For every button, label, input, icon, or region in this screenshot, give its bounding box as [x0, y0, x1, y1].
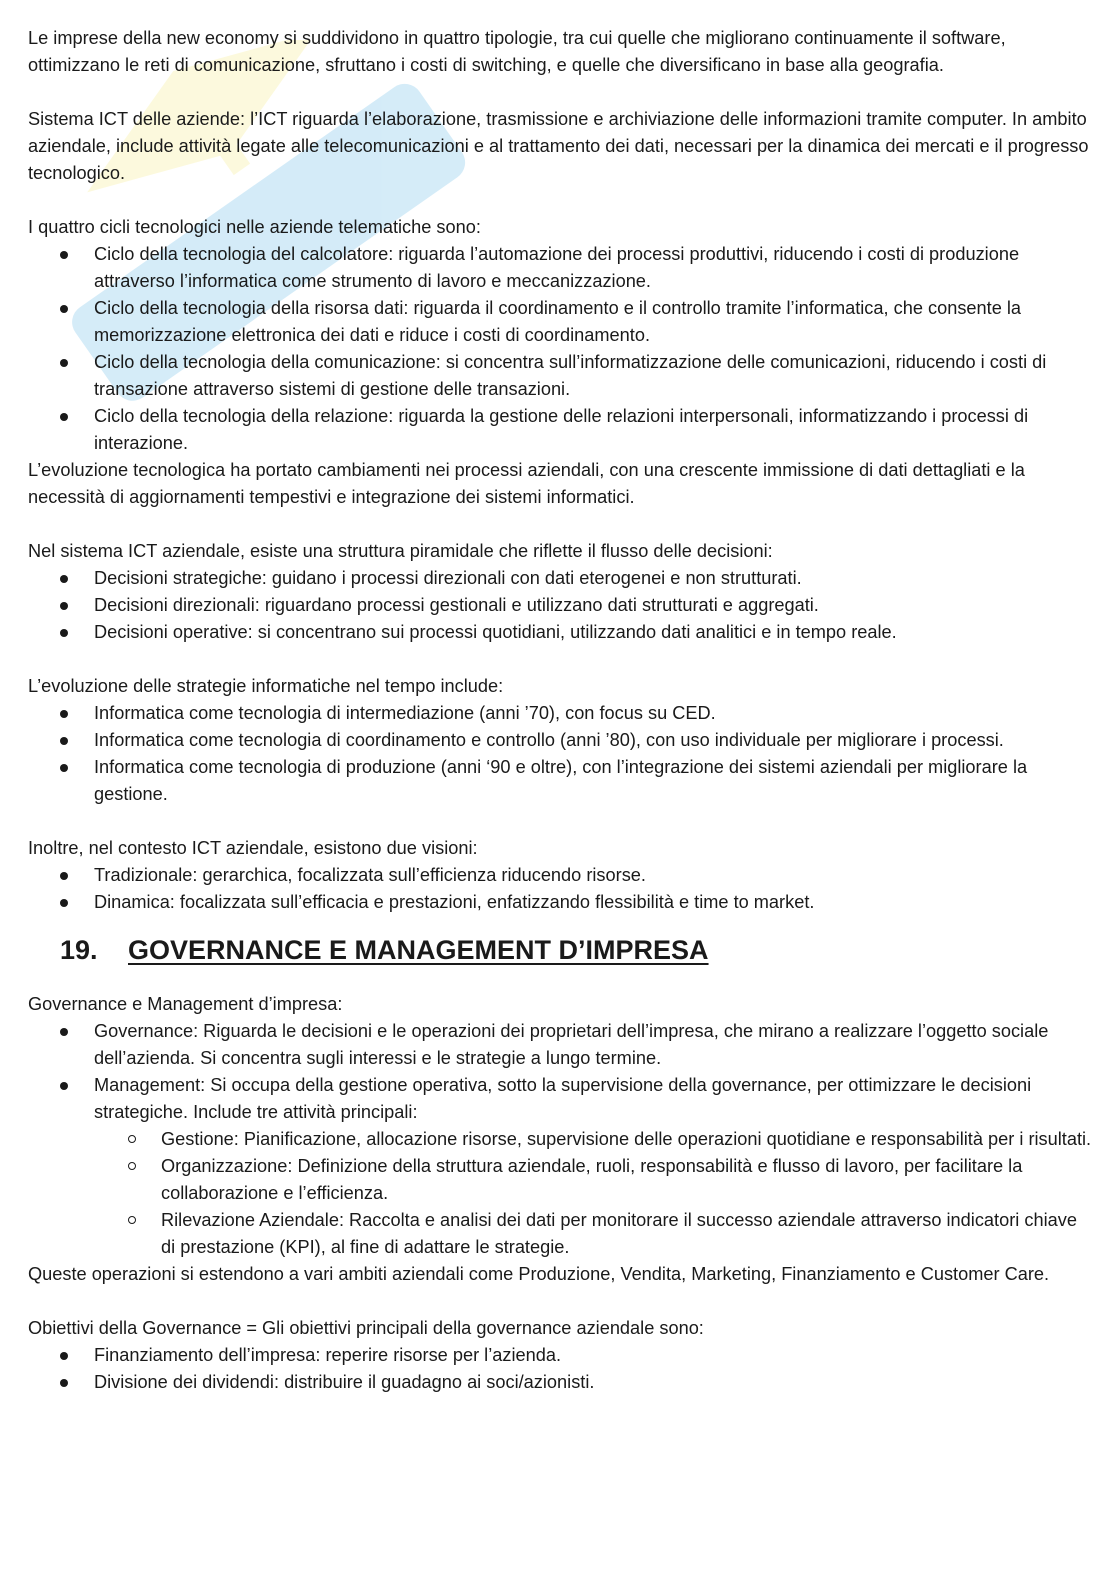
list-item: Tradizionale: gerarchica, focalizzata sull’efficienza riducendo risorse.: [28, 862, 1092, 889]
document-body: [28, 25, 1092, 1396]
section-title: GOVERNANCE E MANAGEMENT D’IMPRESA: [128, 935, 709, 965]
paragraph-sistema-ict: Sistema ICT delle aziende: l’ICT riguarda l’elaborazione, trasmissione e archiviazione delle informazioni tramite computer. In ambito aziendale, include attività legate alle telecomunicazioni e al trattamento dei dati, necessari per la dinamica dei mercati e il progresso tecnologico.: [28, 109, 1089, 183]
list-item: Informatica come tecnologia di intermediazione (anni ’70), con focus su CED.: [28, 700, 1092, 727]
list-item: Governance: Riguarda le decisioni e le operazioni dei proprietari dell’impresa, che mirano a realizzare l’oggetto sociale dell’azienda. Si concentra sugli interessi e le strategie a lungo termine.: [28, 1018, 1092, 1072]
list-item: Finanziamento dell’impresa: reperire risorse per l’azienda.: [28, 1342, 1092, 1369]
sublist-item: Organizzazione: Definizione della struttura aziendale, ruoli, responsabilità e flusso di lavoro, per facilitare la collaborazione e l’efficienza.: [94, 1153, 1092, 1207]
paragraph-strategie-intro: L’evoluzione delle strategie informatiche nel tempo include:: [28, 676, 504, 696]
sublist-item: Rilevazione Aziendale: Raccolta e analisi dei dati per monitorare il successo aziendale attraverso indicatori chiave di prestazione (KPI), al fine di adattare le strategie.: [94, 1207, 1092, 1261]
list-item: Ciclo della tecnologia della risorsa dati: riguarda il coordinamento e il controllo tramite l’informatica, che consente la memorizzazione elettronica dei dati e riduce i costi di coordinamento.: [28, 295, 1092, 349]
section-heading: [28, 933, 1092, 967]
list-item: Informatica come tecnologia di coordinamento e controllo (anni ’80), con uso individuale per migliorare i processi.: [28, 727, 1092, 754]
list-item: Decisioni operative: si concentrano sui processi quotidiani, utilizzando dati analitici e in tempo reale.: [28, 619, 1092, 646]
paragraph-evoluzione-tecnologica: L’evoluzione tecnologica ha portato cambiamenti nei processi aziendali, con una crescente immissione di dati dettagliati e la necessità di aggiornamenti tempestivi e integrazione dei sistemi informatici.: [28, 460, 1025, 507]
list-item: Ciclo della tecnologia della comunicazione: si concentra sull’informatizzazione delle comunicazioni, riducendo i costi di transazione attraverso sistemi di gestione delle transazioni.: [28, 349, 1092, 403]
list-attivita-management: [94, 1126, 1092, 1261]
paragraph-new-economy: Le imprese della new economy si suddividono in quattro tipologie, tra cui quelle che migliorano continuamente il software, ottimizzano le reti di comunicazione, sfruttano i costi di switching, e quelle che diversificano in base alla geografia.: [28, 28, 1006, 75]
paragraph-obiettivi-intro: Obiettivi della Governance = Gli obiettivi principali della governance aziendale sono:: [28, 1318, 704, 1338]
list-item-management: [28, 1072, 1092, 1261]
list-item: Decisioni strategiche: guidano i processi direzionali con dati eterogenei e non strutturati.: [28, 565, 1092, 592]
list-strategie-informatiche: [28, 700, 1092, 808]
list-visioni: [28, 862, 1092, 916]
list-item-text: Management: Si occupa della gestione operativa, sotto la supervisione della governance, per ottimizzare le decisioni strategiche. Include tre attività principali:: [94, 1075, 1032, 1122]
list-item: Dinamica: focalizzata sull’efficacia e prestazioni, enfatizzando flessibilità e time to market.: [28, 889, 1092, 916]
list-obiettivi-governance: [28, 1342, 1092, 1396]
paragraph-struttura-piramidale: Nel sistema ICT aziendale, esiste una struttura piramidale che riflette il flusso delle decisioni:: [28, 541, 773, 561]
list-cicli-tecnologici: [28, 241, 1092, 457]
section-number: 19.: [60, 935, 98, 965]
paragraph-ambiti-aziendali: Queste operazioni si estendono a vari ambiti aziendali come Produzione, Vendita, Marketing, Finanziamento e Customer Care.: [28, 1264, 1050, 1284]
paragraph-governance-intro: Governance e Management d’impresa:: [28, 994, 343, 1014]
list-item: Ciclo della tecnologia del calcolatore: riguarda l’automazione dei processi produttivi, riducendo i costi di produzione attraverso l’informatica come strumento di lavoro e meccanizzazione.: [28, 241, 1092, 295]
paragraph-cicli-intro: I quattro cicli tecnologici nelle aziende telematiche sono:: [28, 217, 481, 237]
paragraph-visioni-intro: Inoltre, nel contesto ICT aziendale, esistono due visioni:: [28, 838, 478, 858]
list-decisioni: [28, 565, 1092, 646]
sublist-item: Gestione: Pianificazione, allocazione risorse, supervisione delle operazioni quotidiane e responsabilità per i risultati.: [94, 1126, 1092, 1153]
list-item: Divisione dei dividendi: distribuire il guadagno ai soci/azionisti.: [28, 1369, 1092, 1396]
list-item: Decisioni direzionali: riguardano processi gestionali e utilizzano dati strutturati e aggregati.: [28, 592, 1092, 619]
list-item: Informatica come tecnologia di produzione (anni ‘90 e oltre), con l’integrazione dei sistemi aziendali per migliorare la gestione.: [28, 754, 1092, 808]
list-item: Ciclo della tecnologia della relazione: riguarda la gestione delle relazioni interpersonali, informatizzando i processi di interazione.: [28, 403, 1092, 457]
list-governance-management: [28, 1018, 1092, 1261]
